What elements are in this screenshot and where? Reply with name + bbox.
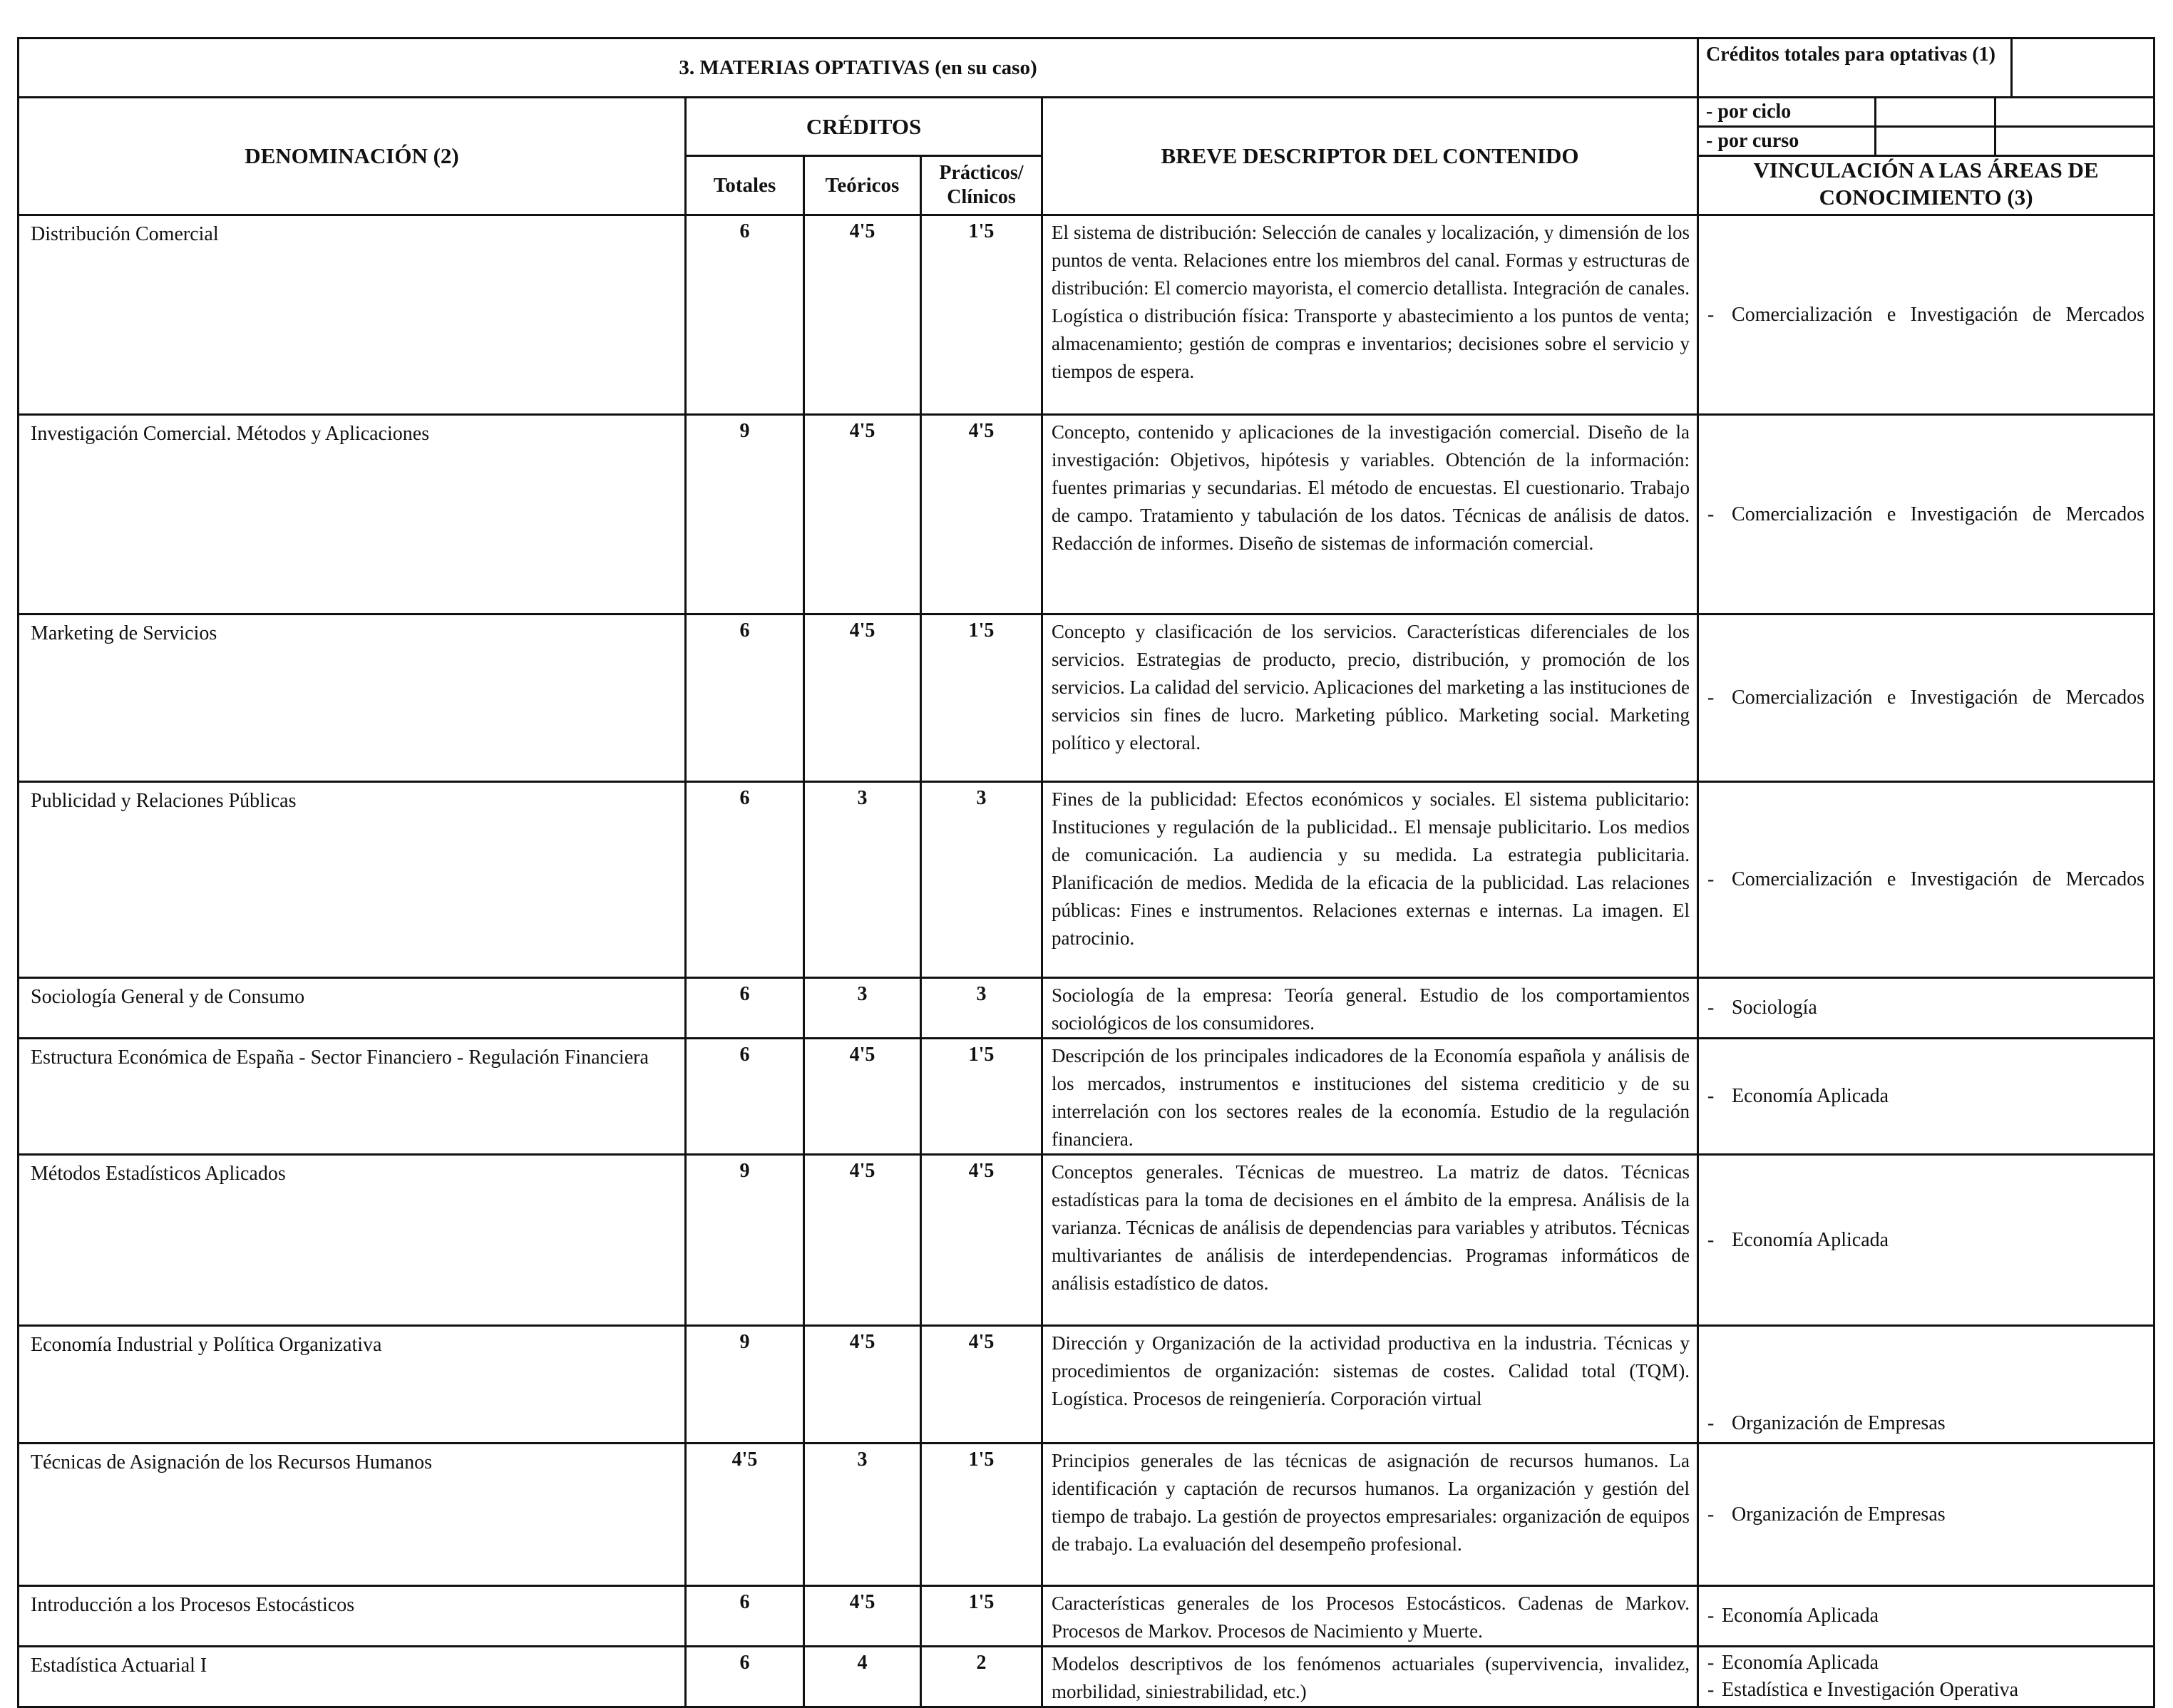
credits-theory: 3	[804, 1444, 921, 1586]
credits-total: 6	[686, 978, 804, 1039]
subject-name: Métodos Estadísticos Aplicados	[19, 1155, 686, 1326]
table-row	[19, 782, 2154, 978]
credits-practice: 1'5	[921, 215, 1042, 415]
subject-name: Marketing de Servicios	[19, 614, 686, 782]
subject-name: Investigación Comercial. Métodos y Aplicaciones	[19, 415, 686, 614]
credits-theory: 4'5	[804, 1326, 921, 1444]
section-title: 3. MATERIAS OPTATIVAS (en su caso)	[19, 38, 1698, 98]
knowledge-areas: - Economía Aplicada	[1698, 1155, 2154, 1326]
table-row	[19, 415, 2154, 614]
table-row	[19, 1326, 2154, 1444]
knowledge-areas: - Comercialización e Investigación de Mercados	[1698, 415, 2154, 614]
knowledge-areas: - Comercialización e Investigación de Mercados	[1698, 782, 2154, 978]
subject-name: Economía Industrial y Política Organizativa	[19, 1326, 686, 1444]
knowledge-areas: - Comercialización e Investigación de Mercados	[1698, 215, 2154, 415]
credits-practice: 1'5	[921, 614, 1042, 782]
credits-total: 9	[686, 1326, 804, 1444]
por-ciclo-extra	[1995, 98, 2154, 127]
subject-name: Estadística Actuarial I	[19, 1647, 686, 1707]
subject-descriptor: Concepto, contenido y aplicaciones de la investigación comercial. Diseño de la investigación: Objetivos, hipótesis y variables. Obtención de la información: fuentes primarias y secundarias. El método de encuestas. El cuestionario. Trabajo de campo. Tratamiento y tabulación de los datos. Técnicas de análisis de datos. Redacción de informes. Diseño de sistemas de información comercial.	[1042, 415, 1698, 614]
knowledge-areas: - Economía Aplicada - Estadística e Investigación Operativa	[1698, 1647, 2154, 1707]
por-ciclo-box	[1876, 98, 1995, 127]
credits-total: 6	[686, 215, 804, 415]
por-curso-box	[1876, 127, 1995, 155]
credits-practice: 4'5	[921, 1326, 1042, 1444]
subject-name: Técnicas de Asignación de los Recursos Humanos	[19, 1444, 686, 1586]
subject-descriptor: Características generales de los Procesos Estocásticos. Cadenas de Markov. Procesos de Markov. Procesos de Nacimiento y Muerte.	[1042, 1586, 1698, 1647]
knowledge-areas: - Comercialización e Investigación de Mercados	[1698, 614, 2154, 782]
credits-theory: 4'5	[804, 1586, 921, 1647]
descriptor-header: BREVE DESCRIPTOR DEL CONTENIDO	[1042, 98, 1698, 215]
totales-header: Totales	[686, 156, 804, 215]
knowledge-areas: - Organización de Empresas	[1698, 1326, 2154, 1444]
por-curso-extra	[1995, 127, 2154, 155]
credits-theory: 3	[804, 782, 921, 978]
vinculacion-header: VINCULACIÓN A LAS ÁREAS DE CONOCIMIENTO (3)	[1698, 156, 2154, 215]
subject-descriptor: Fines de la publicidad: Efectos económicos y sociales. El sistema publicitario: Instituciones y regulación de la publicidad.. El mensaje publicitario. Los medios de comunicación. La audiencia y su medida. La estrategia publicitaria. Planificación de medios. Medida de la eficacia de la publicidad. Las relaciones públicas: Fines e instrumentos. Relaciones externas e internas. La imagen. El patrocinio.	[1042, 782, 1698, 978]
creditos-totales-box	[2012, 38, 2154, 98]
table-row	[19, 1039, 2154, 1155]
por-curso-label: - por curso	[1706, 130, 1799, 152]
credits-practice: 3	[921, 782, 1042, 978]
optativas-table	[17, 37, 2155, 1708]
subject-descriptor: Conceptos generales. Técnicas de muestreo. La matriz de datos. Técnicas estadísticas para la toma de decisiones en el ámbito de la empresa. Análisis de la varianza. Técnicas de análisis de dependencias para variables y atributos. Técnicas multivariantes de análisis de interdependencias. Programas informáticos de análisis estadístico de datos.	[1042, 1155, 1698, 1326]
subject-descriptor: Sociología de la empresa: Teoría general. Estudio de los comportamientos sociológicos de los consumidores.	[1042, 978, 1698, 1039]
por-ciclo-curso-block	[1698, 98, 2154, 156]
credits-total: 6	[686, 782, 804, 978]
area-item: Economía Aplicada	[1732, 1228, 1889, 1251]
area-item: Comercialización e Investigación de Mercados	[1732, 868, 2145, 890]
table-row	[19, 1155, 2154, 1326]
subject-descriptor: El sistema de distribución: Selección de canales y localización, y dimensión de los puntos de venta. Relaciones entre los miembros del canal. Formas y estructuras de distribución: El comercio mayorista, el comercio detallista. Integración de canales. Logística o distribución física: Transporte y abastecimiento a los puntos de venta; almacenamiento; gestión de compras e inventarios; decisiones sobre el servicio y tiempos de espera.	[1042, 215, 1698, 415]
knowledge-areas: - Economía Aplicada	[1698, 1039, 2154, 1155]
area-item: Economía Aplicada	[1732, 1085, 1889, 1107]
credits-total: 9	[686, 1155, 804, 1326]
table-row	[19, 614, 2154, 782]
area-item: Comercialización e Investigación de Mercados	[1732, 303, 2145, 326]
area-item: Organización de Empresas	[1732, 1412, 1946, 1434]
credits-theory: 3	[804, 978, 921, 1039]
credits-total: 4'5	[686, 1444, 804, 1586]
denominacion-header: DENOMINACIÓN (2)	[19, 98, 686, 215]
credits-practice: 3	[921, 978, 1042, 1039]
credits-practice: 2	[921, 1647, 1042, 1707]
credits-total: 9	[686, 415, 804, 614]
credits-practice: 1'5	[921, 1586, 1042, 1647]
credits-theory: 4'5	[804, 614, 921, 782]
header-row-1	[19, 98, 2154, 156]
subject-name: Estructura Económica de España - Sector Financiero - Regulación Financiera	[19, 1039, 686, 1155]
table-row	[19, 1647, 2154, 1707]
creditos-header: CRÉDITOS	[686, 98, 1042, 156]
area-item: Organización de Empresas	[1732, 1503, 1946, 1526]
knowledge-areas: - Sociología	[1698, 978, 2154, 1039]
por-ciclo-label: - por ciclo	[1699, 98, 1876, 127]
subject-name: Sociología General y de Consumo	[19, 978, 686, 1039]
subject-descriptor: Principios generales de las técnicas de asignación de recursos humanos. La identificación y captación de recursos humanos. La organización y gestión del tiempo de trabajo. La gestión de proyectos empresariales: organización de equipos de trabajo. La evaluación del desempeño profesional.	[1042, 1444, 1698, 1586]
area-item: Economía Aplicada	[1722, 1605, 1879, 1627]
subject-descriptor: Dirección y Organización de la actividad productiva en la industria. Técnicas y procedimientos de organización: sistemas de costes. Calidad total (TQM). Logística. Procesos de reingeniería. Corporación virtual	[1042, 1326, 1698, 1444]
credits-theory: 4'5	[804, 1155, 921, 1326]
subject-name: Distribución Comercial	[19, 215, 686, 415]
subject-descriptor: Descripción de los principales indicadores de la Economía española y análisis de los mercados, instrumentos e instituciones del sistema crediticio y de su interrelación con los sectores reales de la economía. Estudio de la regulación financiera.	[1042, 1039, 1698, 1155]
subject-descriptor: Modelos descriptivos de los fenómenos actuariales (supervivencia, invalidez, morbilidad, siniestrabilidad, etc.)	[1042, 1647, 1698, 1707]
credits-total: 6	[686, 1039, 804, 1155]
table-row	[19, 215, 2154, 415]
area-item: Economía Aplicada	[1722, 1652, 1879, 1674]
table-row	[19, 1444, 2154, 1586]
table-row	[19, 1586, 2154, 1647]
credits-practice: 4'5	[921, 1155, 1042, 1326]
credits-theory: 4'5	[804, 215, 921, 415]
knowledge-areas: - Economía Aplicada	[1698, 1586, 2154, 1647]
por-ciclo-curso-table	[1699, 98, 2153, 155]
table-row	[19, 978, 2154, 1039]
area-item: Comercialización e Investigación de Mercados	[1732, 503, 2145, 525]
practicos-header: Prácticos/ Clínicos	[921, 156, 1042, 215]
credits-theory: 4	[804, 1647, 921, 1707]
credits-total: 6	[686, 614, 804, 782]
credits-practice: 1'5	[921, 1039, 1042, 1155]
credits-practice: 1'5	[921, 1444, 1042, 1586]
subject-descriptor: Concepto y clasificación de los servicios. Características diferenciales de los servicios. Estrategias de producto, precio, distribución, y promoción de los servicios. La calidad del servicio. Aplicaciones del marketing a las instituciones de servicios sin fines de lucro. Marketing público. Marketing social. Marketing político y electoral.	[1042, 614, 1698, 782]
area-item: Estadística e Investigación Operativa	[1722, 1679, 2018, 1701]
subject-name: Introducción a los Procesos Estocásticos	[19, 1586, 686, 1647]
credits-theory: 4'5	[804, 1039, 921, 1155]
credits-total: 6	[686, 1586, 804, 1647]
title-row	[19, 38, 2154, 98]
credits-theory: 4'5	[804, 415, 921, 614]
credits-practice: 4'5	[921, 415, 1042, 614]
area-item: Sociología	[1732, 997, 1817, 1019]
creditos-totales-label: Créditos totales para optativas (1)	[1698, 38, 2012, 98]
subject-name: Publicidad y Relaciones Públicas	[19, 782, 686, 978]
knowledge-areas: - Organización de Empresas	[1698, 1444, 2154, 1586]
credits-total: 6	[686, 1647, 804, 1707]
area-item: Comercialización e Investigación de Mercados	[1732, 686, 2145, 709]
teoricos-header: Teóricos	[804, 156, 921, 215]
